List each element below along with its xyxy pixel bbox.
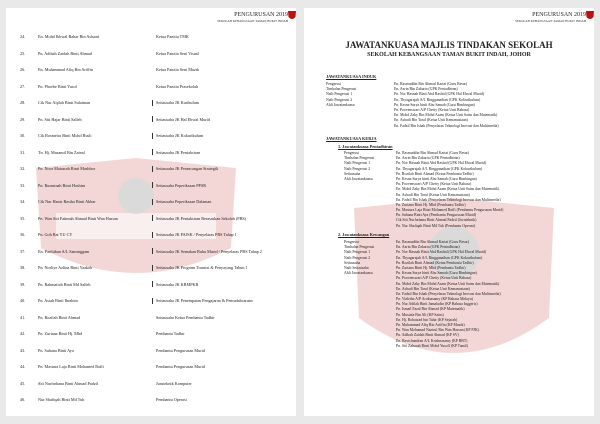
committee-line: Pn. Nor Hasnah Binti Abd Rashid (GPK Hal Ehwal Murid) bbox=[394, 92, 485, 97]
committee-line: En. Ravichandran A/L Krishnasamy (KP RBT) bbox=[396, 338, 468, 343]
staff-position: Setiausaha JK Pentaksiran Berasaskan Sekolah (PBS) bbox=[156, 215, 247, 221]
committee-line: Pn. Suhana Binti Aya (Pembantu Pengurusan Murid) bbox=[396, 213, 477, 218]
induk-member-column bbox=[394, 82, 499, 129]
committee-line: Timbalan Pengerusi bbox=[344, 156, 375, 161]
staff-position: Ketua Panitia TMK bbox=[156, 34, 189, 39]
row-number: 27. bbox=[20, 83, 26, 89]
staff-position: Setiausaha JK KBMPKB bbox=[156, 281, 199, 287]
committee-line: En. Mohd Zaky Bin Mohd Asam (Ketua Unit Sains dan Matematik) bbox=[396, 187, 500, 192]
staff-name: Pn. Goh Bai YU CY bbox=[38, 232, 73, 237]
committee-line: En. Ashadi Bin Taraf (Ketua Unit Kemanusiaan) bbox=[396, 286, 470, 291]
row-number: 24. bbox=[20, 34, 26, 39]
staff-name: Siti Nurfarhana Binti Ahmad Padzil bbox=[38, 380, 99, 386]
committee-line: En. Ashadi Bin Taraf (Ketua Unit Kemanusiaan) bbox=[394, 118, 468, 123]
staff-position: Setiausaha JK Perancangan Strategik bbox=[156, 166, 219, 171]
margin-bar bbox=[152, 215, 153, 221]
right-page bbox=[304, 8, 594, 416]
staff-name: Pn. Rozilah Binti Ahmad bbox=[38, 314, 81, 320]
committee-line: Pn. Rozilah Binti Ahmad (Ketua Pembantu Tadbir) bbox=[396, 260, 474, 265]
staff-name: Pn. Suhana Binti Aya bbox=[38, 347, 74, 353]
committee-line: Setiausaha bbox=[344, 260, 361, 265]
staff-name: Pn. Adibah Zaidah Binti Ahmad bbox=[38, 50, 92, 56]
committee-line: Ahli Jawatankuasa bbox=[344, 176, 373, 181]
committee-line: En. Ashadi Bin Taraf (Ketua Unit Kemanusiaan) bbox=[396, 192, 470, 197]
header-title: PENGURUSAN 2019 bbox=[234, 12, 288, 18]
margin-bar bbox=[152, 199, 153, 205]
staff-name: En. Parthiban A/L Saminggam bbox=[38, 248, 90, 254]
margin-bar bbox=[152, 232, 153, 238]
staff-position: Pembantu Pengurusan Murid bbox=[156, 364, 205, 369]
staff-position: Pembantu Tadbir bbox=[156, 331, 185, 336]
staff-position: Setiausaha JK Program Transisi & Penyayang Tahun 1 bbox=[156, 265, 248, 270]
committee-line: En. Fadzil Bin Ishak (Penyelaras Teknologi Inovasi dan Multimedia) bbox=[394, 123, 499, 128]
committee-line: Pn. Kesna Surya binti Abu Samah (Guru Bimbingan) bbox=[394, 102, 475, 107]
committee-line: En. Thyagarajah A/L Ringganathan (GPK Kokurikulum) bbox=[396, 166, 483, 171]
committee-line: Pn. Poovenswari A/P Chetty (Ketua Unit Bahasa) bbox=[394, 107, 470, 112]
staff-name: Pn. Norliye Azlina Binti Yaakob bbox=[38, 265, 93, 270]
subsection-pentadbiran: 1. Jawatankuasa Pentadbiran bbox=[338, 144, 393, 149]
committee-line bbox=[326, 118, 356, 123]
committee-line: Pn. Zuriana Binti Hj. Mhd (Pembantu Tadbir) bbox=[396, 265, 466, 270]
section-heading-induk: JAWATANKUASA INDUK bbox=[326, 74, 377, 79]
committee-line: Timbalan Pengerusi bbox=[344, 245, 375, 250]
staff-position: Pembantu Pengurusan Murid bbox=[156, 347, 205, 353]
margin-bar bbox=[152, 248, 153, 254]
committee-line: En. Mohd Zaky Bin Mohd Asam (Ketua Unit Sains dan Matematik) bbox=[396, 281, 500, 286]
staff-position: Setiausaha Peperiksaan PPSR bbox=[156, 182, 207, 188]
staff-name: En. Muhammad Afiq Bin Ariffin bbox=[38, 67, 93, 72]
committee-line: En. Mohd Zaky Bin Mohd Asam (Ketua Unit Sains dan Matematik) bbox=[394, 113, 498, 118]
committee-line: En. Thyagarajah A/L Ringganathan (GPK Kokurikulum) bbox=[394, 97, 481, 102]
staff-position: Setiausaha JK Pentaksiran bbox=[156, 149, 201, 155]
page-subtitle: SEKOLAH KEBANGSAAN TAMAN BUKIT INDAH, JOHOR bbox=[367, 52, 531, 58]
committee-line: En. Rasmuddin Bin Ahmad Kariai (Guru Besar) bbox=[394, 82, 468, 86]
row-number: 40. bbox=[20, 298, 26, 303]
committee-line: Pn. Siti Zaharah Binti Mohd Yusoff (KP Tamil) bbox=[396, 343, 468, 348]
committee-line: Pn. Adibah Zaidah Binti Ahmad (KP SV) bbox=[396, 333, 459, 338]
committee-line: En. Fadzil Bin Ishak (Penyelaras Teknologi Inovasi dan Multimedia) bbox=[396, 197, 501, 202]
committee-line: Naib Setiausaha bbox=[344, 265, 369, 270]
staff-name: Pn. Rahmatiah Binti Md Salleh bbox=[38, 281, 91, 287]
committee-line: Naib Pengerusi 1 bbox=[344, 161, 371, 166]
row-number: 25. bbox=[20, 50, 26, 56]
committee-line: Pengerusi bbox=[326, 82, 341, 86]
staff-name: Pn. Siti Hajar Binti Salleh bbox=[38, 116, 82, 122]
staff-name: Nur Shafiqah Binti Md Tub bbox=[38, 397, 85, 402]
staff-position: Pembantu Operasi bbox=[156, 397, 187, 402]
left-page bbox=[6, 8, 296, 416]
staff-position: Setiausaha Peperiksaan Dalaman bbox=[156, 199, 212, 204]
header-school: SEKOLAH KEBANGSAAN TAMAN BUKIT INDAH bbox=[515, 19, 586, 23]
row-number: 30. bbox=[20, 133, 26, 138]
staff-name: Pn. Noor Maisarah Binti Mashhor bbox=[38, 166, 96, 171]
margin-bar bbox=[152, 100, 153, 106]
committee-line: Pn. Wan Mohamad Nazirul Bin Wan Hassan (KP PJK) bbox=[396, 328, 479, 333]
staff-position: Setiausaha JK Kurikulum bbox=[156, 100, 200, 105]
page-title: JAWATANKUASA MAJLIS TINDAKAN SEKOLAH bbox=[345, 40, 553, 50]
committee-line: Timbalan Pengerusi bbox=[326, 87, 357, 92]
page-header bbox=[515, 12, 586, 23]
row-number: 43. bbox=[20, 347, 26, 353]
committee-line: Pn. Poovenswari A/P Chetty (Ketua Unit Bahasa) bbox=[396, 182, 472, 187]
committee-line: Ahli Jawatankuasa bbox=[326, 102, 355, 107]
row-number: 38. bbox=[20, 265, 26, 270]
committee-line: Cik Siti Nurfarhana Binti Ahmad Padzil (Juruteknik) bbox=[396, 218, 477, 223]
page-header bbox=[217, 12, 288, 23]
committee-line: Pn. Kesna Surya binti Abu Samah (Guru Bimbingan) bbox=[396, 271, 477, 276]
margin-bar bbox=[152, 133, 153, 139]
committee-line: En. Hj. Rohaizad bin Tahir (KP Sejarah) bbox=[396, 317, 458, 322]
row-number: 29. bbox=[20, 116, 26, 122]
committee-line: Pengerusi bbox=[344, 240, 359, 244]
kewangan-member-column bbox=[396, 240, 501, 349]
kewangan-role-column bbox=[344, 240, 374, 276]
row-number: 34. bbox=[20, 199, 26, 204]
committee-line: Pn. Nor Hasnah Binti Abd Rashid (GPK Hal Ehwal Murid) bbox=[396, 250, 487, 255]
committee-line: Pn. Nor Hasnah Binti Abd Rashid (GPK Hal Ehwal Murid) bbox=[396, 161, 487, 166]
staff-name: Pn. Wan Siti Fatimah Ahmad Binti Wan Hassan bbox=[38, 215, 118, 221]
committee-line: Pn. Nur Adilah Binti Jamaludin (KP Bahasa Inggeris) bbox=[396, 302, 478, 307]
staff-name: En. Mohd Ikhwal Bahar Bin Ashaari bbox=[38, 34, 100, 39]
row-number: 36. bbox=[20, 232, 26, 237]
row-number: 41. bbox=[20, 314, 26, 320]
staff-position: Setiausaha JK Semakan Buku Murid / Penyelaras PBS Tahap 2 bbox=[156, 248, 262, 254]
staff-position: Juruteknik Komputer bbox=[156, 380, 192, 386]
staff-position: Ketua Panitia Seni Visual bbox=[156, 50, 199, 56]
committee-line: Pn. Muhammad Afiq Bin Ariffin (KP Muzik) bbox=[396, 323, 465, 327]
committee-line: En. Rasmuddin Bin Ahmad Kariai (Guru Besar) bbox=[396, 240, 470, 244]
row-number: 42. bbox=[20, 331, 26, 336]
staff-position: Setiausaha JK PAJSK / Penyelaras PBS Tahap 1 bbox=[156, 232, 237, 237]
row-number: 45. bbox=[20, 380, 26, 386]
row-number: 44. bbox=[20, 364, 26, 369]
row-number: 32. bbox=[20, 166, 26, 171]
subsection-kewangan: 2. Jawatankuasa Kewangan bbox=[338, 232, 390, 237]
staff-position: Setiausaha JK Penempatan Pengajaran & Pemudahcaraan bbox=[156, 298, 253, 303]
committee-line: Naib Pengerusi 1 bbox=[326, 92, 353, 97]
committee-line: Pn. Mustafa Bin Ali (KP Sains) bbox=[396, 312, 444, 317]
row-number: 31. bbox=[20, 149, 26, 155]
committee-line: Pn. Rozilah Binti Ahmad (Ketua Pembantu Tadbir) bbox=[396, 171, 474, 176]
committee-line: Pengerusi bbox=[344, 151, 359, 155]
header-title: PENGURUSAN 2019 bbox=[532, 12, 586, 18]
committee-line: En. Azrin Bin Zakaria (GPK Pentadbiran) bbox=[394, 87, 458, 92]
staff-name: Cik Nur Hanis Rasiha Binti Akbar bbox=[38, 199, 96, 204]
pentadbiran-member-column bbox=[396, 151, 503, 229]
committee-line: Pn. Vialetha A/P Arokiasamy (KP Bahasa Melayu) bbox=[396, 297, 473, 302]
row-number: 33. bbox=[20, 182, 26, 188]
committee-line: Naib Pengerusi 2 bbox=[326, 97, 353, 102]
staff-name: Tn. Hj. Mazamil Bin Zainal bbox=[38, 149, 85, 155]
staff-name: Pn. Phoebe Binti Yusof bbox=[38, 83, 77, 89]
committee-line: En. Azrin Bin Zakaria (GPK Pentadbiran) bbox=[396, 245, 460, 250]
row-number: 46. bbox=[20, 397, 26, 402]
staff-position: Setiausaha JK Hal Ehwal Murid bbox=[156, 116, 210, 122]
committee-line: Pn. Zuriana Binti Hj. Mhd (Pembantu Tadbir) bbox=[396, 202, 466, 207]
margin-bar bbox=[152, 182, 153, 188]
margin-bar bbox=[152, 265, 153, 271]
section-heading-kerja: JAWATANKUASA KERJA bbox=[326, 136, 377, 141]
committee-line: En. Fadzil Bin Ishak (Penyelaras Teknologi Inovasi dan Multimedia) bbox=[396, 291, 501, 296]
staff-position: Setiausaha Ketua Pembantu Tadbir bbox=[156, 314, 215, 320]
staff-position: Ketua Panitia Prasekolah bbox=[156, 83, 199, 89]
staff-name: Cik Rosmeira Binti Mohd Rusli bbox=[38, 133, 92, 138]
committee-line: Pn. Nur Shafiqah Binti Md Tub (Pembantu Operasi) bbox=[396, 223, 476, 228]
margin-bar bbox=[152, 116, 153, 122]
committee-line: Naib Pengerusi 1 bbox=[344, 250, 371, 255]
committee-line: En. Azrin Bin Zakaria (GPK Pentadbiran) bbox=[396, 156, 460, 161]
staff-position: Ketua Panitia Seni Muzik bbox=[156, 67, 200, 72]
row-number: 35. bbox=[20, 215, 26, 221]
committee-line: En. Thyagarajah A/L Ringganathan (GPK Kokurikulum) bbox=[396, 255, 483, 260]
staff-position: Setiausaha JK Kokurikulum bbox=[156, 133, 204, 138]
committee-line: Naib Pengerusi 2 bbox=[344, 166, 371, 171]
row-number: 39. bbox=[20, 281, 26, 287]
margin-bar bbox=[152, 149, 153, 155]
committee-line: Pn. Poovenswari A/P Chetty (Ketua Unit Bahasa) bbox=[396, 276, 472, 281]
committee-line: Ahli Jawatankuasa bbox=[344, 271, 373, 276]
row-number: 26. bbox=[20, 67, 26, 72]
staff-name: Cik Nur Aqilah Binti Sulaiman bbox=[38, 100, 91, 105]
staff-name: Pn. Mastura Laja Binti Mohamed Raffi bbox=[38, 364, 104, 369]
school-crest-icon bbox=[288, 11, 296, 20]
margin-bar bbox=[152, 281, 153, 287]
row-number: 37. bbox=[20, 248, 26, 254]
committee-line: Pn. Kesna Surya binti Abu Samah (Guru Bimbingan) bbox=[396, 176, 477, 181]
margin-bar bbox=[152, 298, 153, 304]
header-school: SEKOLAH KEBANGSAAN TAMAN BUKIT INDAH bbox=[217, 19, 288, 23]
pentadbiran-role-column bbox=[344, 151, 374, 182]
staff-name: Pn. Rusminah Binti Hashim bbox=[38, 182, 85, 188]
committee-line: En. Rasmuddin Bin Ahmad Kariai (Guru Besar) bbox=[396, 151, 470, 155]
induk-role-column bbox=[326, 82, 356, 124]
row-number: 28. bbox=[20, 100, 26, 105]
committee-line: Naib Pengerusi 2 bbox=[344, 255, 371, 260]
staff-name: Pn. Asiah Binti Ibrahim bbox=[38, 298, 78, 303]
margin-bar bbox=[152, 166, 153, 172]
committee-line: Setiausaha bbox=[344, 171, 361, 176]
committee-line: Pn. Mastura Laja Binti Mohamed Raffi (Pembantu Pengurusan Murid) bbox=[396, 208, 504, 213]
committee-line: Pn. Ismail Fazal Bin Ahmad (KP Matematik) bbox=[396, 307, 465, 312]
school-crest-icon bbox=[586, 11, 594, 20]
staff-name: Pn. Zuriana Binti Hj. Mhd bbox=[38, 331, 83, 336]
